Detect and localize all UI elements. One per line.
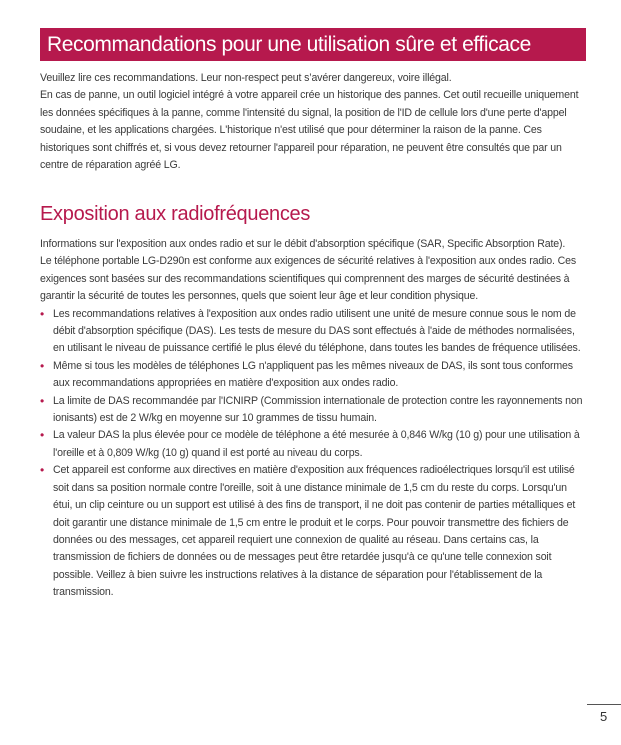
section-paragraph-compliance: Le téléphone portable LG-D290n est conforme aux exigences de sécurité relatives à l'exposition aux ondes radio. Ces exigences sont basées sur des recommandations scientifiques qui comprennent des marges de sécurité destinées à garantir la sécurité de toutes les personnes, quels que soient leur âge et leur condition physique. [40,255,576,303]
list-item-text: Cet appareil est conforme aux directives en matière d'exposition aux fréquences radioélectriques lorsqu'il est utilisé soit dans sa position normale contre l'oreille, soit à une distance minimale de 1,5 cm du reste du corps. Lorsqu'un étui, un clip ceinture ou un support est utilisé à des fins de transport, il ne doit pas contenir de parties métalliques et doit garantir une distance minimale de 1,5 cm entre le produit et le corps. Pour pouvoir transmettre des fichiers de données ou des messages, cet appareil requiert une connexion de qualité au réseau. Dans certains cas, la transmission de fichiers de données ou de messages peut être retardée jusqu'à ce qu'une telle connexion soit possible. Veillez à bien suivre les instructions relatives à la distance de séparation pour l'établissement de la transmission. [53,464,576,599]
page-number: 5 [600,709,608,724]
list-item [40,306,588,358]
list-item-text: Les recommandations relatives à l'exposition aux ondes radio utilisent une unité de mesure connue sous le nom de débit d'absorption spécifique (DAS). Les tests de mesure du DAS sont effectués à l'aide de méthodes normalisées, en utilisant le niveau de puissance certifié le plus élevé du téléphone, dans toutes les bandes de fréquence utilisées. [53,307,581,355]
intro-block [40,70,590,174]
list-item-text: Même si tous les modèles de téléphones LG n'appliquent pas les mêmes niveaux de DAS, ils sont tous conformes aux recommandations appropriées en matière d'exposition aux ondes radio. [53,359,573,390]
bullet-icon: • [40,428,45,443]
list-item [40,462,588,601]
section-paragraph-sar-info: Informations sur l'exposition aux ondes radio et sur le débit d'absorption spécifique (SAR, Specific Absorption Rate). [40,238,566,250]
list-item [40,358,588,393]
bullet-icon: • [40,393,45,408]
footer-divider [587,704,621,705]
bullet-icon: • [40,463,45,478]
list-item-text: La valeur DAS la plus élevée pour ce modèle de téléphone a été mesurée à 0,846 W/kg (10 g) pour une utilisation à l'oreille et à 0,809 W/kg (10 g) quand il est porté au niveau du corps. [53,429,580,459]
section-title-rf-exposure: Exposition aux radiofréquences [40,203,311,225]
list-item [40,427,588,462]
bullet-icon: • [40,306,45,321]
intro-paragraph-warning: Veuillez lire ces recommandations. Leur non-respect peut s’avérer dangereux, voire illégal. [40,72,452,84]
bullet-list [40,306,588,602]
rf-exposure-section [40,236,588,602]
intro-paragraph-crash-log: En cas de panne, un outil logiciel intégré à votre appareil crée un historique des pannes. Cet outil recueille uniquement les données spécifiques à la panne, comme l'intensité du signal, la position de l'ID de cellule lors d'une perte d'appel soudaine, et les applications chargées. L'historique n'est utilisé que pour déterminer la raison de la panne. Ces historiques sont chiffrés et, si vous devez retourner l'appareil pour réparation, ne peuvent être consultés que par un centre de réparation agréé LG. [40,89,579,172]
page-title-banner: Recommandations pour une utilisation sûre et efficace [40,28,586,61]
bullet-icon: • [40,358,45,373]
list-item [40,393,588,428]
list-item-text: La limite de DAS recommandée par l'ICNIRP (Commission internationale de protection contre les rayonnements non ionisants) est de 2 W/kg en moyenne sur 10 grammes de tissu humain. [53,394,583,425]
